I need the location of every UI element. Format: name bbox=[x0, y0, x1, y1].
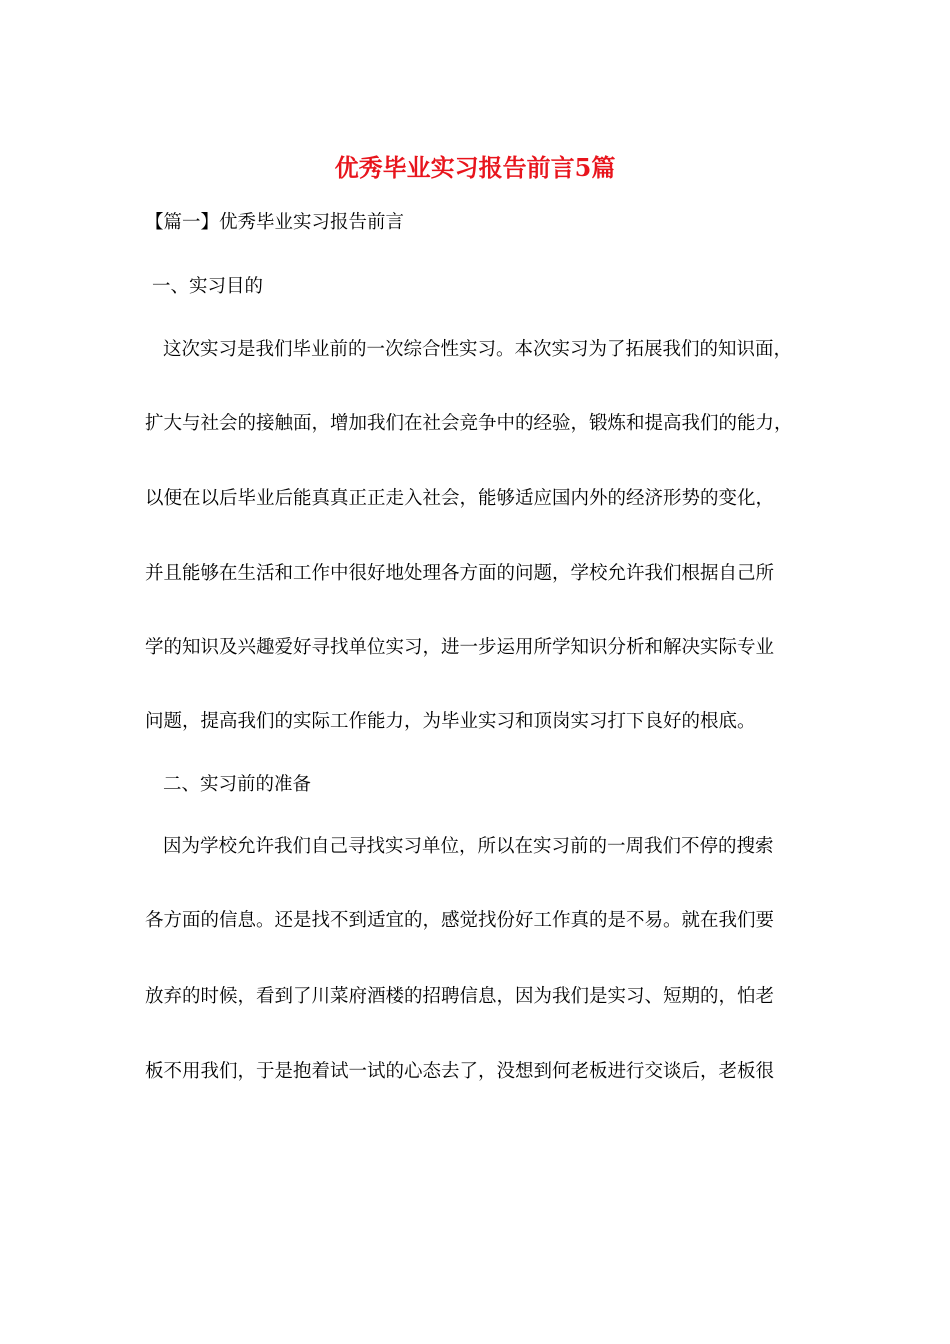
paragraph-line: 这次实习是我们毕业前的一次综合性实习。本次实习为了拓展我们的知识面， bbox=[163, 339, 793, 360]
document-title: 优秀毕业实习报告前言5篇 bbox=[334, 153, 616, 182]
subsection-heading: 二、实习前的准备 bbox=[163, 774, 312, 795]
subsection-heading: 一、实习目的 bbox=[152, 276, 264, 297]
paragraph-line: 学的知识及兴趣爱好寻找单位实习，进一步运用所学知识分析和解决实际专业 bbox=[145, 637, 775, 658]
paragraph-line: 因为学校允许我们自己寻找实习单位，所以在实习前的一周我们不停的搜索 bbox=[163, 836, 774, 857]
paragraph-line: 以便在以后毕业后能真真正正走入社会，能够适应国内外的经济形势的变化， bbox=[145, 488, 775, 509]
paragraph-line: 问题，提高我们的实际工作能力，为毕业实习和顶岗实习打下良好的根底。 bbox=[145, 711, 756, 732]
section-heading: 【篇一】优秀毕业实习报告前言 bbox=[145, 212, 405, 233]
paragraph-line: 板不用我们，于是抱着试一试的心态去了，没想到何老板进行交谈后，老板很 bbox=[145, 1061, 775, 1082]
paragraph-line: 扩大与社会的接触面，增加我们在社会竞争中的经验，锻炼和提高我们的能力， bbox=[145, 413, 793, 434]
paragraph-line: 各方面的信息。还是找不到适宜的，感觉找份好工作真的是不易。就在我们要 bbox=[145, 910, 775, 931]
paragraph-line: 放弃的时候，看到了川菜府酒楼的招聘信息，因为我们是实习、短期的，怕老 bbox=[145, 986, 775, 1007]
paragraph-line: 并且能够在生活和工作中很好地处理各方面的问题，学校允许我们根据自己所 bbox=[145, 563, 775, 584]
